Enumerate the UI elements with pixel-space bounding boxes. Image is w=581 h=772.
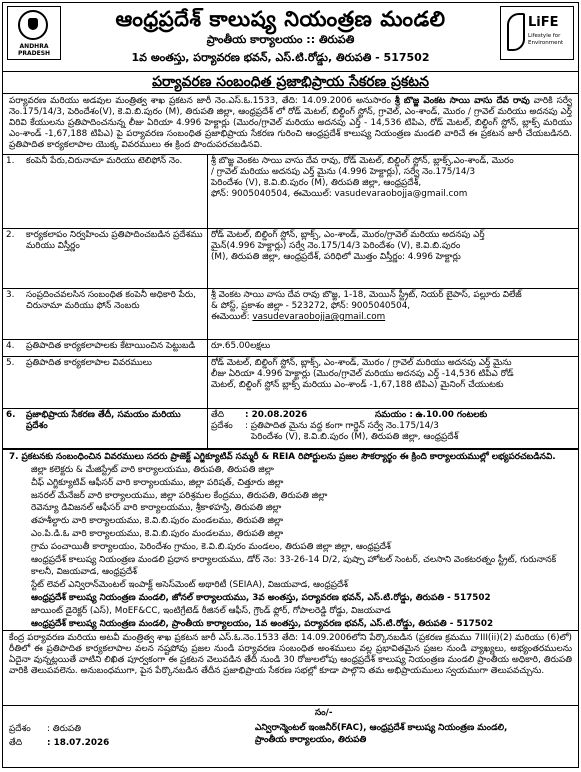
- row-number: 1.: [3, 155, 23, 229]
- row-label: ప్రజాభిప్రాయ సేకరణ తేదీ, సమయం మరియు ప్రదేశం: [23, 409, 208, 449]
- row-number: 2.: [3, 229, 23, 289]
- notice-footer: [3, 705, 578, 766]
- intro-text-a: పర్యావరణ మరియు అడవుల మంత్రిత్వ శాఖ ప్రకటన జారీ నెం.ఎస్.ఓ.1533, తేది: 14.09.2006 అనుసారం: [9, 96, 392, 106]
- value-line: మైన్(4.996 హెక్టార్లు) సర్వే నెం.175/14/3 పెరిందేశం (V), కె.వి.బి.పురం: [211, 241, 461, 251]
- office-list: [9, 464, 572, 630]
- list-item: 10. ఆంధ్రప్రదేశ్ కాలుష్య నియంత్రణ మండలి, జోనల్ కార్యాలయము, 3వ అంతస్తు, పర్యావరణ భవన్, ఎస్.టి.రోడ్డు, తిరుపతి - 517502: [31, 592, 572, 605]
- section-heading: [9, 452, 572, 463]
- life-logo-tagline: Lifestyle for Environment: [528, 33, 564, 46]
- row-value: [208, 357, 579, 409]
- row-value: [208, 229, 579, 289]
- list-item: 11. జాయింట్ డైరెక్టర్ (ఎస్), MoEF&CC, ఇంటిగ్రేటెడ్ రీజినల్ ఆఫీస్, గ్రౌండ్ ఫ్లోర్, గోపాలరెడ్డి రోడ్డు, విజయవాడ: [31, 605, 572, 618]
- row-number: 5.: [3, 357, 23, 409]
- value-line: లీజు ఏరియా 4.996 హెక్టార్లు (మొరం/గ్రావెల్ మరియు అదనపు ఎర్త్ -14,536 టిపిఎ రోడ్: [211, 369, 514, 379]
- table-row: [3, 229, 578, 289]
- life-mission-logo: [500, 6, 574, 60]
- signatory: [255, 722, 507, 746]
- hearing-date-time: [211, 410, 575, 421]
- place-label: ప్రదేశం: [9, 724, 31, 735]
- value-line: పెరిందేశం (V), కె.వి.బి.పురం (M), తిరుపతి జిల్లా, ఆంధ్రప్రదేశ్,: [211, 178, 422, 188]
- row-label: ప్రతిపాదిత కార్యకలాపాలకు కేటాయించిన పెట్టుబడి: [23, 340, 208, 357]
- value-line: (M), తిరుపతి జిల్లా, ఆంధ్రప్రదేశ్, పరిధిలో మొత్తం విస్తీర్ణం: 4.996 హెక్టార్లు: [211, 252, 461, 262]
- row-label: కార్యకలాపం నిర్వహించు ప్రతిపాదించబడిన ప్రదేశము మరియు విస్తీర్ణం: [23, 229, 208, 289]
- list-item: 5. తహశీల్దారు వారి కార్యాలయము, కె.వి.బి.పురం మండలము, తిరుపతి జిల్లా: [31, 515, 572, 528]
- hearing-date: : 20.08.2026: [245, 410, 308, 420]
- section-number: 7.: [9, 452, 19, 462]
- objections-paragraph: కేంద్ర పర్యావరణ మరియు అటవీ మంత్రిత్వ శాఖ ప్రకటన జారీ ఎస్.ఓ.నెం.1533 తేది: 14.09.2006లోని పేర్కొనబడిన (ప్రకరణ క్రమము 7III(ii)(2) మరియు (6)లో) రీతిలో ఈ ప్రతిపాదిత కార్యకలాపాల వలన నష్టపోవు ప్రజల నుండి పర్యావరణ సంబంధిత అంశములు వల్ల ప్రభావితమైన ప్రజల నుండి వ్యాఖ్యలు, అభ్యంతరములను ఏదైనా వున్నట్లయితే వాటిని లిఖిత పూర్వకంగా ఈ ప్రకటన వెలువడిన తేదీ నుండి 30 రోజులలోపు ఆంధ్రప్రదేశ్ కాలుష్య నియంత్రణ మండలి ప్రాంతీయ అధికారి, తిరుపతి వారికి తెలుపవలెను. అనుబంధముగా, పైన పేర్కొనబడిన తేదీన ప్రజాభిప్రాయ సేకరణ సభల్లో కూడా పాల్గొని తమ అభిప్రాయములు స్వయముగా తెలుపవచ్చును.: [3, 630, 578, 705]
- value-line: [211, 189, 575, 200]
- value-line: రూ.65.00లక్షలు: [211, 341, 271, 351]
- hearing-time: ఉ.10.00 గంటలకు: [415, 410, 488, 420]
- issue-date: [9, 738, 109, 750]
- public-hearing-notice: [2, 2, 579, 768]
- date-label: తేది: [211, 410, 225, 420]
- signatory-line: ప్రాంతీయ కార్యాలయం, తిరుపతి: [255, 735, 367, 746]
- row-value: [208, 409, 579, 449]
- value-line: & పోస్ట్, ప్రకాశం జిల్లా - 523272, ఫోన్: 9005040504,: [211, 301, 411, 311]
- report-availability-section: [3, 448, 578, 630]
- office-address: 1వ అంతస్తు, పర్యావరణ భవన్, ఎస్.టి.రోడ్డు, తిరుపతి - 517502: [131, 51, 430, 64]
- email-address: vasudevaraobojja@gmail.com: [334, 189, 468, 199]
- list-item: 6. ఎం.పి.డి.ఓ వారి కార్యాలయము, కె.వి.బి.పురం మండలము, తిరుపతి జిల్లా: [31, 528, 572, 541]
- row-label: కంపెనీ పేరు,చిరునామా మరియు టెలిఫోన్ నెం.: [23, 155, 208, 229]
- row-value: [208, 289, 579, 340]
- hearing-venue: [211, 421, 575, 432]
- list-item: 2. చీఫ్ ఎగ్జిక్యూటివ్ ఆఫీసర్ వారి కార్యాలయము, జిల్లా పరిషత్, చిత్తూరు జిల్లా: [31, 477, 572, 490]
- row-number: 3.: [3, 289, 23, 340]
- project-details-table: [3, 154, 578, 448]
- life-logo-text: LiFE: [528, 15, 559, 30]
- andhra-pradesh-emblem-logo: [7, 6, 61, 60]
- notice-title: పర్యావరణ సంబంధిత ప్రజాభిప్రాయ సేకరణ ప్రకటన: [3, 72, 578, 94]
- date-value: : 18.07.2026: [47, 738, 110, 749]
- row-value: [208, 155, 579, 229]
- list-item: 7. గ్రామ పంచాయితీ కార్యాలయం, పెరిందేశం గ్రామం, కె.వి.బి.పురం మండలం, తిరుపతి జిల్లా జిల్లా, ఆంధ్రప్రదేశ్: [31, 541, 572, 554]
- row-label: సంప్రదించవలసిన సంబంధిత కంపెనీ అధికారి పేరు, చిరునామా మరియు ఫోన్ నెంబరు: [23, 289, 208, 340]
- value-line: / గ్రావెల్ మరియు అదనపు ఎర్త్ మైను (4.996 హెక్టార్లు), సర్వే నెం.175/14/3: [211, 167, 476, 177]
- venue-line: పెరిందేశం (V), కె.వి.బి.పురం (M), తిరుపతి జిల్లా, ఆంధ్రప్రదేశ్: [251, 432, 459, 442]
- applicant-name: శ్రీ బొజ్జ వెంకట సాయి వాసు దేవ రావు: [394, 96, 530, 106]
- email-label: ఈమెయిల్:: [211, 312, 253, 322]
- table-row: [3, 289, 578, 340]
- table-row: [3, 340, 578, 357]
- list-item: 9. స్టేట్ లెవల్ ఎన్విరాన్‌మెంటల్ ఇంపాక్ట్ అసెస్‌మెంట్ అథారిటీ (SEIAA), విజయవాడ, ఆంధ్రప్రదేశ్: [31, 579, 572, 592]
- leaf-icon: [507, 13, 525, 51]
- row-label: ప్రతిపాదిత కార్యకలాపాల వివరములు: [23, 357, 208, 409]
- table-row: [3, 155, 578, 229]
- email-address: vasudevaraobojja@gmail.com: [252, 312, 386, 322]
- table-row: [3, 357, 578, 409]
- phone-email-text: ఫోన్: 9005040504, ఈమెయిల్:: [211, 189, 335, 199]
- value-line: మెటల్, బిల్డింగ్ స్టోన్ బ్లాక్స్ మరియు ఎం-శాండ్ -1,67,188 టిపిఎ) మైనింగ్ చేయుటకు: [211, 380, 504, 390]
- value-line: శ్రీ వెంకట సాయి వాసు దేవ రావు బొజ్జ, 1-18, మెయిన్ స్ట్రీట్, నియర్ బైపాస్, పల్లూరు విలేజ్: [211, 290, 522, 300]
- table-row: [3, 409, 578, 449]
- intro-paragraph: [3, 94, 578, 154]
- list-item: 1. జిల్లా కలెక్టరు & మేజిస్ట్రేట్ వారి కార్యాలయము, తిరుపతి, తిరుపతి జిల్లా: [31, 464, 572, 477]
- issue-place: [9, 724, 81, 736]
- value-line: రోడ్ మెటల్, బిల్డింగ్ స్టోన్, బ్లాక్స్, ఎం-శాండ్, మొరం / గ్రావెల్ మరియు అదనపు ఎర్త్ మైను: [211, 358, 512, 368]
- value-line: శ్రీ బొజ్జ వెంకట సాయి వాసు దేవ రావు, రోడ్ మెటల్, బిల్డింగ్ స్టోన్, బ్లాక్స్,ఎం-శాండ్, మొరం: [211, 156, 514, 166]
- list-item: 8. ఆంధ్రప్రదేశ్ కాలుష్య నియంత్రణ మండలి ప్రధాన కార్యాలయము, డోర్ నెం: 33-26-14 D/2, పుష్పా హోటల్ సెంటర్, చలసాని వెంకటరత్నం స్ట్రీట్, గురునానక్ కాలనీ, విజయవాడ, ఆంధ్రప్రదేశ్: [31, 554, 572, 580]
- letterhead: [3, 3, 578, 72]
- list-item: 4. రెవెన్యూ డివిజనల్ ఆఫీసర్ వారి కార్యాలయము, శ్రీకాళహస్తి, తిరుపతి జిల్లా: [31, 502, 572, 515]
- venue-line: : ప్రతిపాదిత మైను వద్ద కంగా గార్డెన్ సర్వే నెం.175/14/3: [245, 421, 439, 431]
- signatory-line: ఎన్విరాన్మెంటల్ ఇంజనీర్(FAC), ఆంధ్రప్రదేశ్ కాలుష్య నియంత్రణ మండలి,: [255, 723, 508, 734]
- emblem-caption: ANDHRA PRADESH: [17, 43, 51, 57]
- date-label: తేది: [9, 738, 23, 749]
- time-label: సమయం :: [375, 410, 413, 420]
- value-line: రోడ్ మెటల్, బిల్డింగ్ స్టోన్, బ్లాక్స్, ఎం-శాండ్, మొరం/గ్రావెల్ మరియు అదనపు ఎర్త్: [211, 230, 485, 240]
- list-item: 12. ఆంధ్రప్రదేశ్ కాలుష్య నియంత్రణ మండలి, ప్రాంతీయ కార్యాలయం, 1వ అంతస్తు, పర్యావరణ భవన్, ఎస్.టి.రోడ్డు, తిరుపతి - 517502: [31, 618, 572, 631]
- row-value: [208, 340, 579, 357]
- value-line: [211, 312, 575, 323]
- emblem-icon: [18, 10, 48, 40]
- venue-label: ప్రదేశం: [211, 421, 233, 431]
- row-number: 6.: [3, 409, 23, 449]
- row-number: 4.: [3, 340, 23, 357]
- place-value: : తిరుపతి: [47, 724, 82, 735]
- signed-mark: సం/-: [315, 708, 333, 719]
- section-heading-text: ప్రకటనకు సంబంధించిన వివరములు సదరు ప్రాజెక్ట్ ఎగ్జిక్యూటివ్ సమ్మరీ & REIA రిపోర్టులను ప్రజల సౌకర్యార్థం ఈ క్రింది కార్యాలయముల్లో లభ్యపరచబడినవి.: [21, 452, 556, 462]
- intro-text-b: వారికి సర్వే నెం.175/14/3, పెరిందేశం(V), కె.వి.బి.పురం (M), తిరుపతి జిల్లా, ఆంధ్రప్రదేశ్ లో రోడ్ మెటల్, బిల్డింగ్ స్టోన్, గ్రావెల్, ఎం-శాండ్, మొరం / గ్రావెల్ మరియు అదనపు ఎర్త్ విరివి కేయులను ప్రతిపాదించనున్న లీజు ఏరియా 4.996 హెక్టార్లు (మొరం/గ్రావెల్ మరియు అదనపు ఎర్త్ - 14,536 టిపిఎ, రోడ్ మెటల్, బిల్డింగ్ స్టోన్, బ్లాక్స్ మరియు ఎం-శాండ్ -1,67,188 టిపిఎ) పై పర్యావరణ సంబంధిత ప్రజాభిప్రాయ సేకరణ గురించి ఆంధ్రప్రదేశ్ కాలుష్య నియంత్రణ మండలి వారిచే ఈ ప్రకటన జారీ చేయబడినది. ప్రతిపాదిత కార్యకలాపాల యొక్క వివరములు ఈ క్రింద పొందుపరచబడినవి.: [9, 96, 572, 150]
- regional-office: ప్రాంతీయ కార్యాలయం :: తిరుపతి: [206, 33, 355, 46]
- organisation-name: ఆంధ్రప్రదేశ్ కాలుష్య నియంత్రణ మండలి: [115, 6, 446, 31]
- list-item: 3. జనరల్ మేనేజర్ వారి కార్యాలయము, జిల్లా పరిశ్రమల కేంద్రము, తిరుపతి, తిరుపతి జిల్లా: [31, 490, 572, 503]
